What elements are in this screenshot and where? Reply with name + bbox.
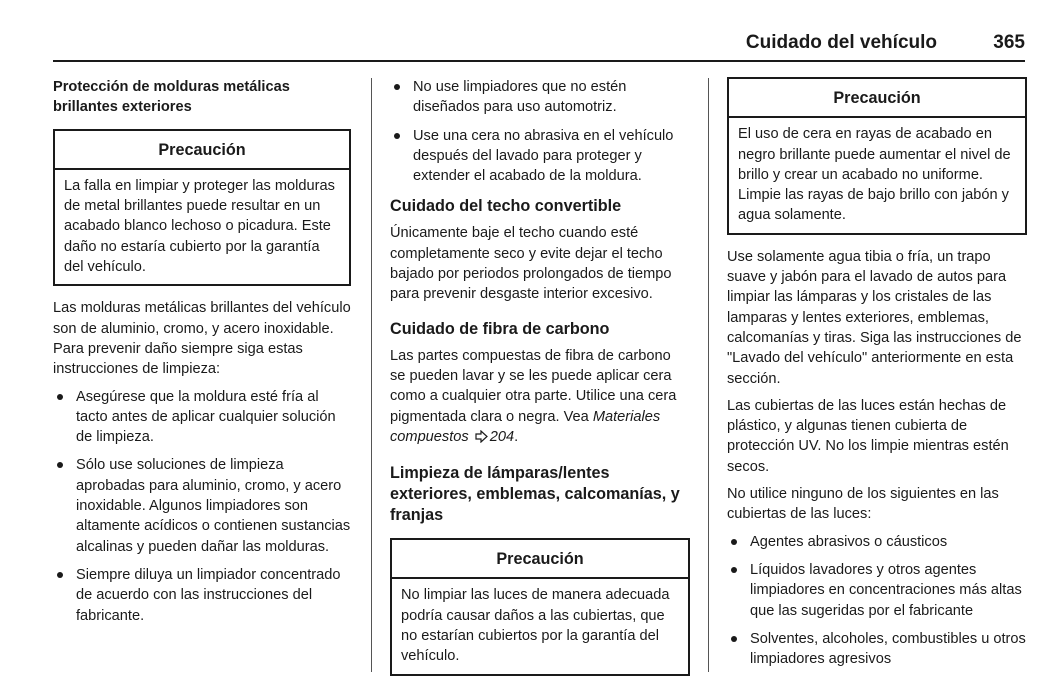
caution-box <box>53 129 351 287</box>
subheading-convertible: Cuidado del techo convertible <box>390 197 622 216</box>
subheading-carbon-fiber: Cuidado de fibra de carbono <box>390 319 610 338</box>
list-item: Asegúrese que la moldura esté fría al tacto antes de aplicar cualquier solución de limpieza. <box>53 387 351 448</box>
cross-reference-link[interactable]: Materiales compuestos <box>390 408 661 445</box>
caution-title: Precaución <box>55 131 349 170</box>
page-header <box>53 30 1025 62</box>
section-title <box>53 77 351 118</box>
list-item: Siempre diluya un limpiador concentrado de acuerdo con las instrucciones del fabricante. <box>53 565 351 626</box>
caution-body: El uso de cera en rayas de acabado en negro brillante puede aumentar el nivel de brillo y crear un acabado no uniforme. Limpie las rayas de bajo brillo con jabón y agua solamente. <box>738 126 1011 224</box>
column-divider <box>371 78 372 672</box>
convertible-paragraph: Únicamente baje el techo cuando esté completamente seco y evite dejar el techo bajado por periodos prolongados de tiempo para prevenir desgaste interior excesivo. <box>390 225 672 303</box>
column-2 <box>390 77 690 688</box>
cross-reference-page[interactable]: 204 <box>489 428 515 445</box>
paragraph: Las cubiertas de las luces están hechas de plástico, y algunas tienen cubierta de protección UV. No los limpie mientras estén secos. <box>727 397 1009 475</box>
section-title-line1: Protección de molduras metálicas <box>53 79 290 95</box>
list-item: Solventes, alcoholes, combustibles u otros limpiadores agresivos <box>727 629 1027 670</box>
list-item: Líquidos lavadores y otros agentes limpiadores en concentraciones más altas que las sugeridas por el fabricante <box>727 560 1027 621</box>
subheading-lamps: Limpieza de lámparas/lentes exteriores, emblemas, calcomanías, y franjas <box>390 464 680 525</box>
caution-body: La falla en limpiar y proteger las molduras de metal brillantes puede resultar en un acabado blanco lechoso o picadura. Este daño no estaría cubierto por la garantía del vehículo. <box>64 177 335 276</box>
bullet-list <box>53 387 351 626</box>
list-item: Sólo use soluciones de limpieza aprobadas para aluminio, cromo, y acero inoxidable. Algunos limpiadores son altamente acídicos o contienen sustancias alcalinas y pueden dañar las molduras. <box>53 455 351 556</box>
paragraph: No utilice ninguno de los siguientes en las cubiertas de las luces: <box>727 486 999 523</box>
column-1 <box>53 77 351 634</box>
page-number: 365 <box>993 32 1025 53</box>
carbon-paragraph <box>390 346 690 449</box>
bullet-list <box>727 532 1027 670</box>
section-title-line2: brillantes exteriores <box>53 99 192 116</box>
column-divider <box>708 78 709 672</box>
caution-box <box>727 77 1027 235</box>
caution-title: Precaución <box>729 79 1025 118</box>
list-item: Agentes abrasivos o cáusticos <box>727 532 1027 552</box>
bullet-list <box>390 77 690 186</box>
intro-paragraph: Las molduras metálicas brillantes del vehículo son de aluminio, cromo, y acero inoxidable. Para prevenir daño siempre siga estas instrucciones de limpieza: <box>53 300 351 378</box>
caution-body: No limpiar las luces de manera adecuada podría causar daños a las cubiertas, que no estarían cubiertos por la garantía del vehículo. <box>401 587 670 665</box>
list-item: No use limpiadores que no estén diseñados para uso automotriz. <box>390 77 690 118</box>
page-reference-arrow-icon <box>475 429 488 449</box>
caution-box <box>390 538 690 675</box>
list-item: Use una cera no abrasiva en el vehículo después del lavado para proteger y extender el acabado de la moldura. <box>390 126 690 187</box>
carbon-body-text: Las partes compuestas de fibra de carbono se pueden lavar y se les puede aplicar cera como a cualquier otra parte. Utilice una cera pigmentada clara o negra. Vea <box>390 347 677 425</box>
page-title: Cuidado del vehículo <box>745 32 937 53</box>
carbon-period: . <box>514 428 519 445</box>
caution-title: Precaución <box>392 540 688 579</box>
column-3 <box>727 77 1027 677</box>
paragraph: Use solamente agua tibia o fría, un trapo suave y jabón para el lavado de autos para limpiar las lámparas y los cristales de las lamparas y lentes exteriores, emblemas, calcomanías y tiras. Siga las instrucciones de "Lavado del vehículo" anteriormente en esta sección. <box>727 248 1022 387</box>
